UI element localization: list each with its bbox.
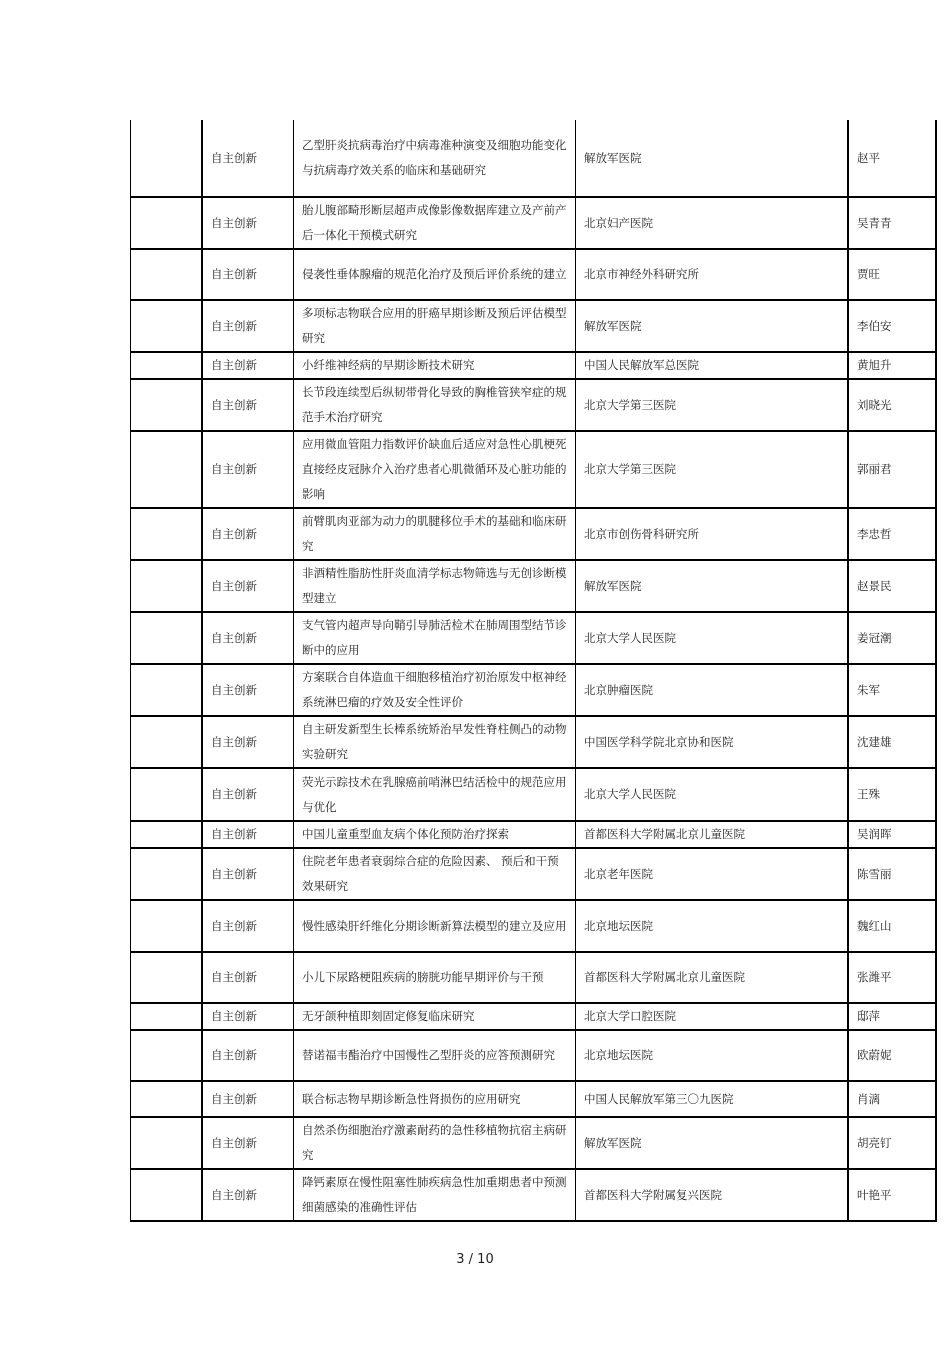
project-type-cell: 自主创新 (202, 300, 294, 352)
institution-cell: 北京地坛医院 (576, 900, 849, 952)
index-cell (131, 379, 203, 431)
table-row (131, 300, 937, 352)
project-type-cell: 自主创新 (202, 1003, 294, 1030)
index-cell (131, 508, 203, 560)
table-row (131, 120, 937, 197)
principal-investigator-cell: 郭丽君 (848, 431, 936, 508)
index-cell (131, 352, 203, 379)
principal-investigator-cell: 欧蔚妮 (848, 1030, 936, 1081)
page-number: 3 / 10 (456, 1252, 494, 1267)
principal-investigator-cell: 贾旺 (848, 249, 936, 300)
project-type-cell: 自主创新 (202, 900, 294, 952)
institution-cell: 北京大学第三医院 (576, 431, 849, 508)
project-type-cell: 自主创新 (202, 1030, 294, 1081)
project-title-cell: 自然杀伤细胞治疗激素耐药的急性移植物抗宿主病研究 (294, 1117, 576, 1169)
index-cell (131, 952, 203, 1003)
principal-investigator-cell: 李伯安 (848, 300, 936, 352)
project-type-cell: 自主创新 (202, 560, 294, 612)
table-row (131, 952, 937, 1003)
project-type-cell: 自主创新 (202, 716, 294, 768)
institution-cell: 北京大学口腔医院 (576, 1003, 849, 1030)
table-row (131, 1117, 937, 1169)
project-title-cell: 前臂肌肉亚部为动力的肌腱移位手术的基础和临床研究 (294, 508, 576, 560)
table-row (131, 431, 937, 508)
index-cell (131, 431, 203, 508)
project-title-cell: 降钙素原在慢性阻塞性肺疾病急性加重期患者中预测细菌感染的准确性评估 (294, 1169, 576, 1221)
institution-cell: 北京老年医院 (576, 848, 849, 900)
table-row (131, 1003, 937, 1030)
institution-cell: 中国医学科学院北京协和医院 (576, 716, 849, 768)
institution-cell: 中国人民解放军第三〇九医院 (576, 1081, 849, 1117)
project-type-cell: 自主创新 (202, 352, 294, 379)
project-table (130, 120, 937, 1222)
principal-investigator-cell: 姜冠潮 (848, 612, 936, 664)
project-title-cell: 慢性感染肝纤维化分期诊断新算法模型的建立及应用 (294, 900, 576, 952)
index-cell (131, 560, 203, 612)
project-type-cell: 自主创新 (202, 379, 294, 431)
principal-investigator-cell: 赵景民 (848, 560, 936, 612)
principal-investigator-cell: 李忠哲 (848, 508, 936, 560)
project-title-cell: 自主研发新型生长棒系统矫治早发性脊柱侧凸的动物实验研究 (294, 716, 576, 768)
project-title-cell: 支气管内超声导向鞘引导肺活检术在肺周围型结节诊断中的应用 (294, 612, 576, 664)
table-row (131, 560, 937, 612)
institution-cell: 解放军医院 (576, 120, 849, 197)
table-row (131, 197, 937, 249)
institution-cell: 中国人民解放军总医院 (576, 352, 849, 379)
principal-investigator-cell: 赵平 (848, 120, 936, 197)
principal-investigator-cell: 沈建雄 (848, 716, 936, 768)
institution-cell: 北京肿瘤医院 (576, 664, 849, 716)
table-row (131, 716, 937, 768)
institution-cell: 首都医科大学附属复兴医院 (576, 1169, 849, 1221)
project-title-cell: 小纤维神经病的早期诊断技术研究 (294, 352, 576, 379)
index-cell (131, 900, 203, 952)
project-type-cell: 自主创新 (202, 249, 294, 300)
index-cell (131, 120, 203, 197)
project-type-cell: 自主创新 (202, 197, 294, 249)
project-type-cell: 自主创新 (202, 431, 294, 508)
institution-cell: 首都医科大学附属北京儿童医院 (576, 821, 849, 848)
principal-investigator-cell: 黄旭升 (848, 352, 936, 379)
project-title-cell: 方案联合自体造血干细胞移植治疗初治原发中枢神经系统淋巴瘤的疗效及安全性评价 (294, 664, 576, 716)
institution-cell: 解放军医院 (576, 1117, 849, 1169)
project-title-cell: 联合标志物早期诊断急性肾损伤的应用研究 (294, 1081, 576, 1117)
project-title-cell: 住院老年患者衰弱综合症的危险因素、 预后和干预效果研究 (294, 848, 576, 900)
project-type-cell: 自主创新 (202, 1081, 294, 1117)
project-type-cell: 自主创新 (202, 952, 294, 1003)
table-row (131, 352, 937, 379)
table-row (131, 1081, 937, 1117)
principal-investigator-cell: 吴润晖 (848, 821, 936, 848)
principal-investigator-cell: 魏红山 (848, 900, 936, 952)
index-cell (131, 1081, 203, 1117)
institution-cell: 北京市创伤骨科研究所 (576, 508, 849, 560)
project-title-cell: 应用微血管阻力指数评价缺血后适应对急性心肌梗死直接经皮冠脉介入治疗患者心肌微循环及心脏功能的影响 (294, 431, 576, 508)
institution-cell: 北京妇产医院 (576, 197, 849, 249)
index-cell (131, 1169, 203, 1221)
index-cell (131, 1030, 203, 1081)
index-cell (131, 612, 203, 664)
project-type-cell: 自主创新 (202, 1117, 294, 1169)
table-body (131, 120, 937, 1221)
project-type-cell: 自主创新 (202, 120, 294, 197)
project-title-cell: 无牙颌种植即刻固定修复临床研究 (294, 1003, 576, 1030)
index-cell (131, 1003, 203, 1030)
principal-investigator-cell: 邸萍 (848, 1003, 936, 1030)
index-cell (131, 848, 203, 900)
table-row (131, 612, 937, 664)
principal-investigator-cell: 陈雪丽 (848, 848, 936, 900)
project-title-cell: 多项标志物联合应用的肝癌早期诊断及预后评估模型研究 (294, 300, 576, 352)
table-row (131, 508, 937, 560)
table-row (131, 1030, 937, 1081)
institution-cell: 北京市神经外科研究所 (576, 249, 849, 300)
project-type-cell: 自主创新 (202, 821, 294, 848)
institution-cell: 解放军医院 (576, 300, 849, 352)
project-title-cell: 乙型肝炎抗病毒治疗中病毒准种演变及细胞功能变化与抗病毒疗效关系的临床和基础研究 (294, 120, 576, 197)
principal-investigator-cell: 胡亮钉 (848, 1117, 936, 1169)
institution-cell: 北京大学人民医院 (576, 612, 849, 664)
project-title-cell: 中国儿童重型血友病个体化预防治疗探索 (294, 821, 576, 848)
institution-cell: 北京地坛医院 (576, 1030, 849, 1081)
institution-cell: 北京大学第三医院 (576, 379, 849, 431)
institution-cell: 北京大学人民医院 (576, 768, 849, 821)
project-title-cell: 荧光示踪技术在乳腺癌前哨淋巴结活检中的规范应用与优化 (294, 768, 576, 821)
index-cell (131, 300, 203, 352)
project-title-cell: 非酒精性脂肪性肝炎血清学标志物筛选与无创诊断模型建立 (294, 560, 576, 612)
index-cell (131, 664, 203, 716)
project-type-cell: 自主创新 (202, 664, 294, 716)
project-type-cell: 自主创新 (202, 1169, 294, 1221)
index-cell (131, 716, 203, 768)
project-title-cell: 长节段连续型后纵韧带骨化导致的胸椎管狭窄症的规范手术治疗研究 (294, 379, 576, 431)
table-row (131, 848, 937, 900)
index-cell (131, 1117, 203, 1169)
principal-investigator-cell: 刘晓光 (848, 379, 936, 431)
project-title-cell: 替诺福韦酯治疗中国慢性乙型肝炎的应答预测研究 (294, 1030, 576, 1081)
principal-investigator-cell: 王殊 (848, 768, 936, 821)
project-type-cell: 自主创新 (202, 768, 294, 821)
project-type-cell: 自主创新 (202, 848, 294, 900)
table-row (131, 379, 937, 431)
index-cell (131, 197, 203, 249)
project-title-cell: 小儿下尿路梗阻疾病的膀胱功能早期评价与干预 (294, 952, 576, 1003)
project-title-cell: 胎儿腹部畸形断层超声成像影像数据库建立及产前产后一体化干预模式研究 (294, 197, 576, 249)
table-row (131, 249, 937, 300)
table-row (131, 900, 937, 952)
table-row (131, 664, 937, 716)
principal-investigator-cell: 叶艳平 (848, 1169, 936, 1221)
principal-investigator-cell: 张潍平 (848, 952, 936, 1003)
table-row (131, 1169, 937, 1221)
institution-cell: 首都医科大学附属北京儿童医院 (576, 952, 849, 1003)
project-type-cell: 自主创新 (202, 508, 294, 560)
principal-investigator-cell: 朱军 (848, 664, 936, 716)
project-title-cell: 侵袭性垂体腺瘤的规范化治疗及预后评价系统的建立 (294, 249, 576, 300)
table-row (131, 821, 937, 848)
institution-cell: 解放军医院 (576, 560, 849, 612)
index-cell (131, 249, 203, 300)
project-type-cell: 自主创新 (202, 612, 294, 664)
index-cell (131, 821, 203, 848)
principal-investigator-cell: 吴青青 (848, 197, 936, 249)
principal-investigator-cell: 肖漓 (848, 1081, 936, 1117)
table-row (131, 768, 937, 821)
index-cell (131, 768, 203, 821)
